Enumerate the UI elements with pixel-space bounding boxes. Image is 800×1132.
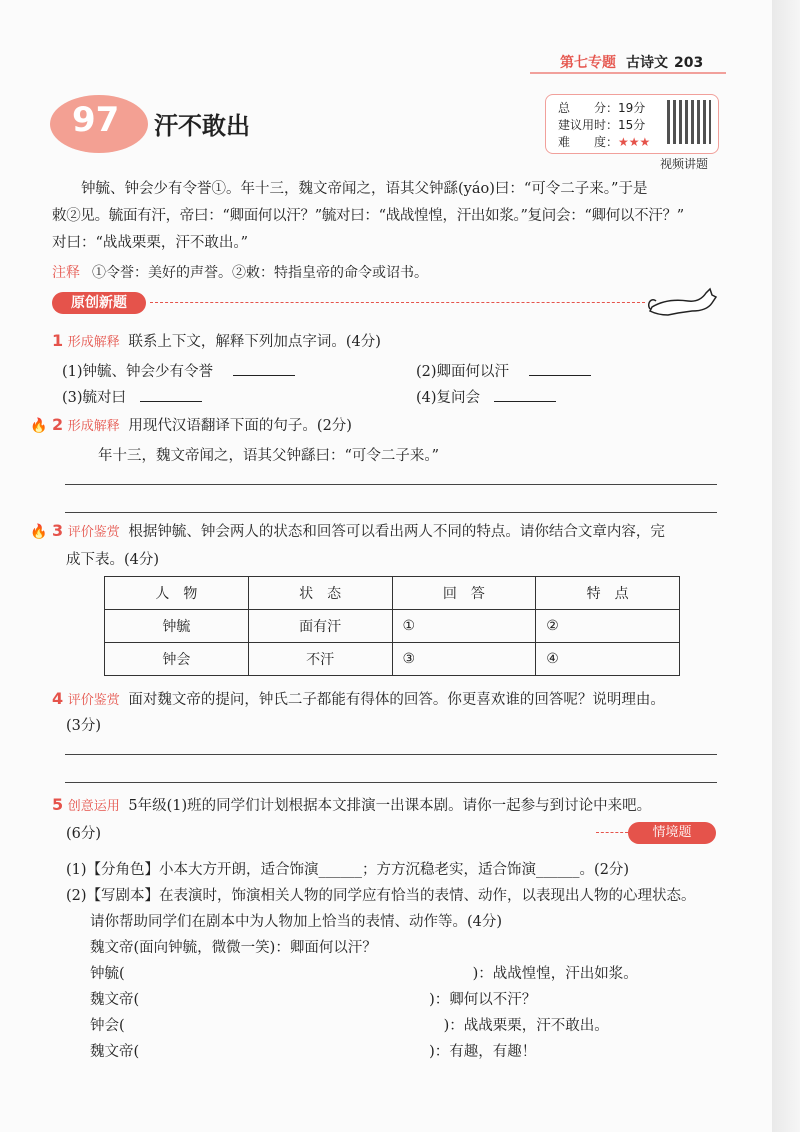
passage-line: 敕②见。毓面有汗，帝曰：“卿面何以汗？”毓对曰：“战战惶惶，汗出如浆。”复问会：“卿何以不汗？” — [52, 208, 684, 224]
answer-line[interactable] — [65, 782, 717, 783]
q1-type: 形成解释 — [67, 335, 120, 350]
q2-text: 用现代汉语翻译下面的句子。(2分) — [128, 418, 352, 434]
lesson-badge — [50, 95, 148, 153]
answer-cell[interactable]: ① — [392, 610, 536, 643]
table-cell: 钟毓 — [105, 610, 249, 643]
table-header: 回 答 — [392, 577, 536, 610]
q5-type: 创意运用 — [67, 799, 120, 814]
question-5 — [52, 794, 651, 815]
answer-cell[interactable]: ③ — [392, 643, 536, 676]
question-3 — [30, 520, 665, 541]
passage-line: 对曰：“战战栗栗，汗不敢出。” — [52, 235, 249, 251]
answer-blank[interactable] — [494, 387, 556, 402]
q4-text-2: (3分) — [66, 718, 102, 734]
answer-line[interactable] — [65, 754, 717, 755]
answer-line[interactable] — [65, 484, 717, 485]
answer-line[interactable] — [65, 512, 717, 513]
section-title: 原创新题 — [52, 292, 146, 314]
page-number: 203 — [674, 55, 704, 71]
q5-number: 5 — [52, 795, 64, 814]
subject-label: 古诗文 — [626, 55, 668, 71]
topic-label: 第七专题 — [560, 55, 616, 71]
q3-text-2: 成下表。(4分) — [66, 552, 160, 568]
q3-text: 根据钟毓、钟会两人的状态和回答可以看出两人不同的特点。请你结合文章内容，完 — [128, 524, 665, 540]
script-line: 魏文帝(面向钟毓，微微一笑)：卿面何以汗？ — [90, 940, 377, 956]
q1-number: 1 — [52, 331, 64, 350]
question-2 — [30, 414, 352, 435]
section-dotted-line — [150, 302, 645, 303]
flame-icon: 🔥 — [30, 524, 48, 540]
table-cell: 不汗 — [248, 643, 392, 676]
q4-type: 评价鉴赏 — [67, 693, 120, 708]
script-line[interactable]: 魏文帝( )：有趣，有趣！ — [90, 1044, 537, 1060]
answer-cell[interactable]: ② — [536, 610, 680, 643]
q3-type: 评价鉴赏 — [67, 525, 120, 540]
table-header: 特 点 — [536, 577, 680, 610]
answer-blank[interactable] — [233, 361, 295, 376]
header-rule — [530, 72, 726, 74]
character-table — [104, 576, 680, 676]
q5-text-2: (6分) — [66, 826, 102, 842]
difficulty-stars: ★★★ — [618, 135, 651, 149]
q5-sub-2a: (2)【写剧本】在表演时，饰演相关人物的同学应有恰当的表情、动作，以表现出人物的心理状态。 — [66, 888, 696, 904]
question-4 — [52, 688, 665, 709]
q5-sub-2b: 请你帮助同学们在剧本中为人物加上恰当的表情、动作等。(4分) — [90, 914, 503, 930]
question-1 — [52, 330, 381, 351]
answer-blank[interactable] — [140, 387, 202, 402]
q1-item-4: (4)复问会 — [416, 386, 556, 407]
script-line[interactable]: 钟毓( )：战战惶惶，汗出如浆。 — [90, 966, 638, 982]
q5-text: 5年级(1)班的同学们计划根据本文排演一出课本剧。请你一起参与到讨论中来吧。 — [128, 798, 652, 814]
annotation-text: ①令誉：美好的声誉。②敕：特指皇帝的命令或诏书。 — [92, 265, 428, 281]
lesson-title: 汗不敢出 — [154, 112, 250, 140]
q4-text: 面对魏文帝的提问，钟氏二子都能有得体的回答。你更喜欢谁的回答呢？说明理由。 — [128, 692, 665, 708]
cat-icon — [648, 283, 720, 319]
difficulty-label: 难 度： — [558, 135, 619, 149]
table-row — [105, 643, 680, 676]
lesson-number: 97 — [72, 100, 120, 140]
passage — [52, 176, 722, 257]
suggested-time: 建议用时：15分 — [558, 118, 646, 132]
page-header — [560, 52, 703, 72]
page-edge — [772, 0, 800, 1132]
q3-number: 3 — [52, 521, 64, 540]
qr-code-icon[interactable] — [667, 100, 711, 144]
table-header: 状 态 — [248, 577, 392, 610]
video-label: 视频讲题 — [660, 157, 709, 171]
q1-text: 联系上下文，解释下列加点字词。(4分) — [128, 334, 381, 350]
table-header-row — [105, 577, 680, 610]
flame-icon: 🔥 — [30, 418, 48, 434]
q4-number: 4 — [52, 689, 64, 708]
annotation — [52, 262, 428, 282]
annotation-label: 注释 — [52, 265, 80, 281]
table-cell: 钟会 — [105, 643, 249, 676]
table-header: 人 物 — [105, 577, 249, 610]
q1-item-2: (2)卿面何以汗 — [416, 360, 591, 381]
script-line[interactable]: 魏文帝( )：卿何以不汗？ — [90, 992, 537, 1008]
passage-line: 钟毓、钟会少有令誉①。年十三，魏文帝闻之，语其父钟繇(yáo)曰：“可令二子来。”于是 — [81, 181, 648, 197]
q5-sub-1: (1)【分角色】小本大方开朗，适合饰演______；方方沉稳老实，适合饰演______。(2分) — [66, 862, 630, 878]
q1-item-1: (1)钟毓、钟会少有令誉 — [62, 360, 295, 381]
table-row — [105, 610, 680, 643]
tag-dotted-line — [596, 832, 628, 833]
answer-blank[interactable] — [529, 361, 591, 376]
answer-cell[interactable]: ④ — [536, 643, 680, 676]
q1-item-3: (3)毓对曰 — [62, 386, 202, 407]
script-line[interactable]: 钟会( )：战战栗栗，汗不敢出。 — [90, 1018, 609, 1034]
q2-type: 形成解释 — [67, 419, 120, 434]
scenario-tag: 情境题 — [628, 822, 716, 844]
q2-sentence: 年十三，魏文帝闻之，语其父钟繇曰：“可令二子来。” — [98, 448, 440, 464]
table-cell: 面有汗 — [248, 610, 392, 643]
q2-number: 2 — [52, 415, 64, 434]
total-score: 总 分：19分 — [558, 101, 646, 115]
